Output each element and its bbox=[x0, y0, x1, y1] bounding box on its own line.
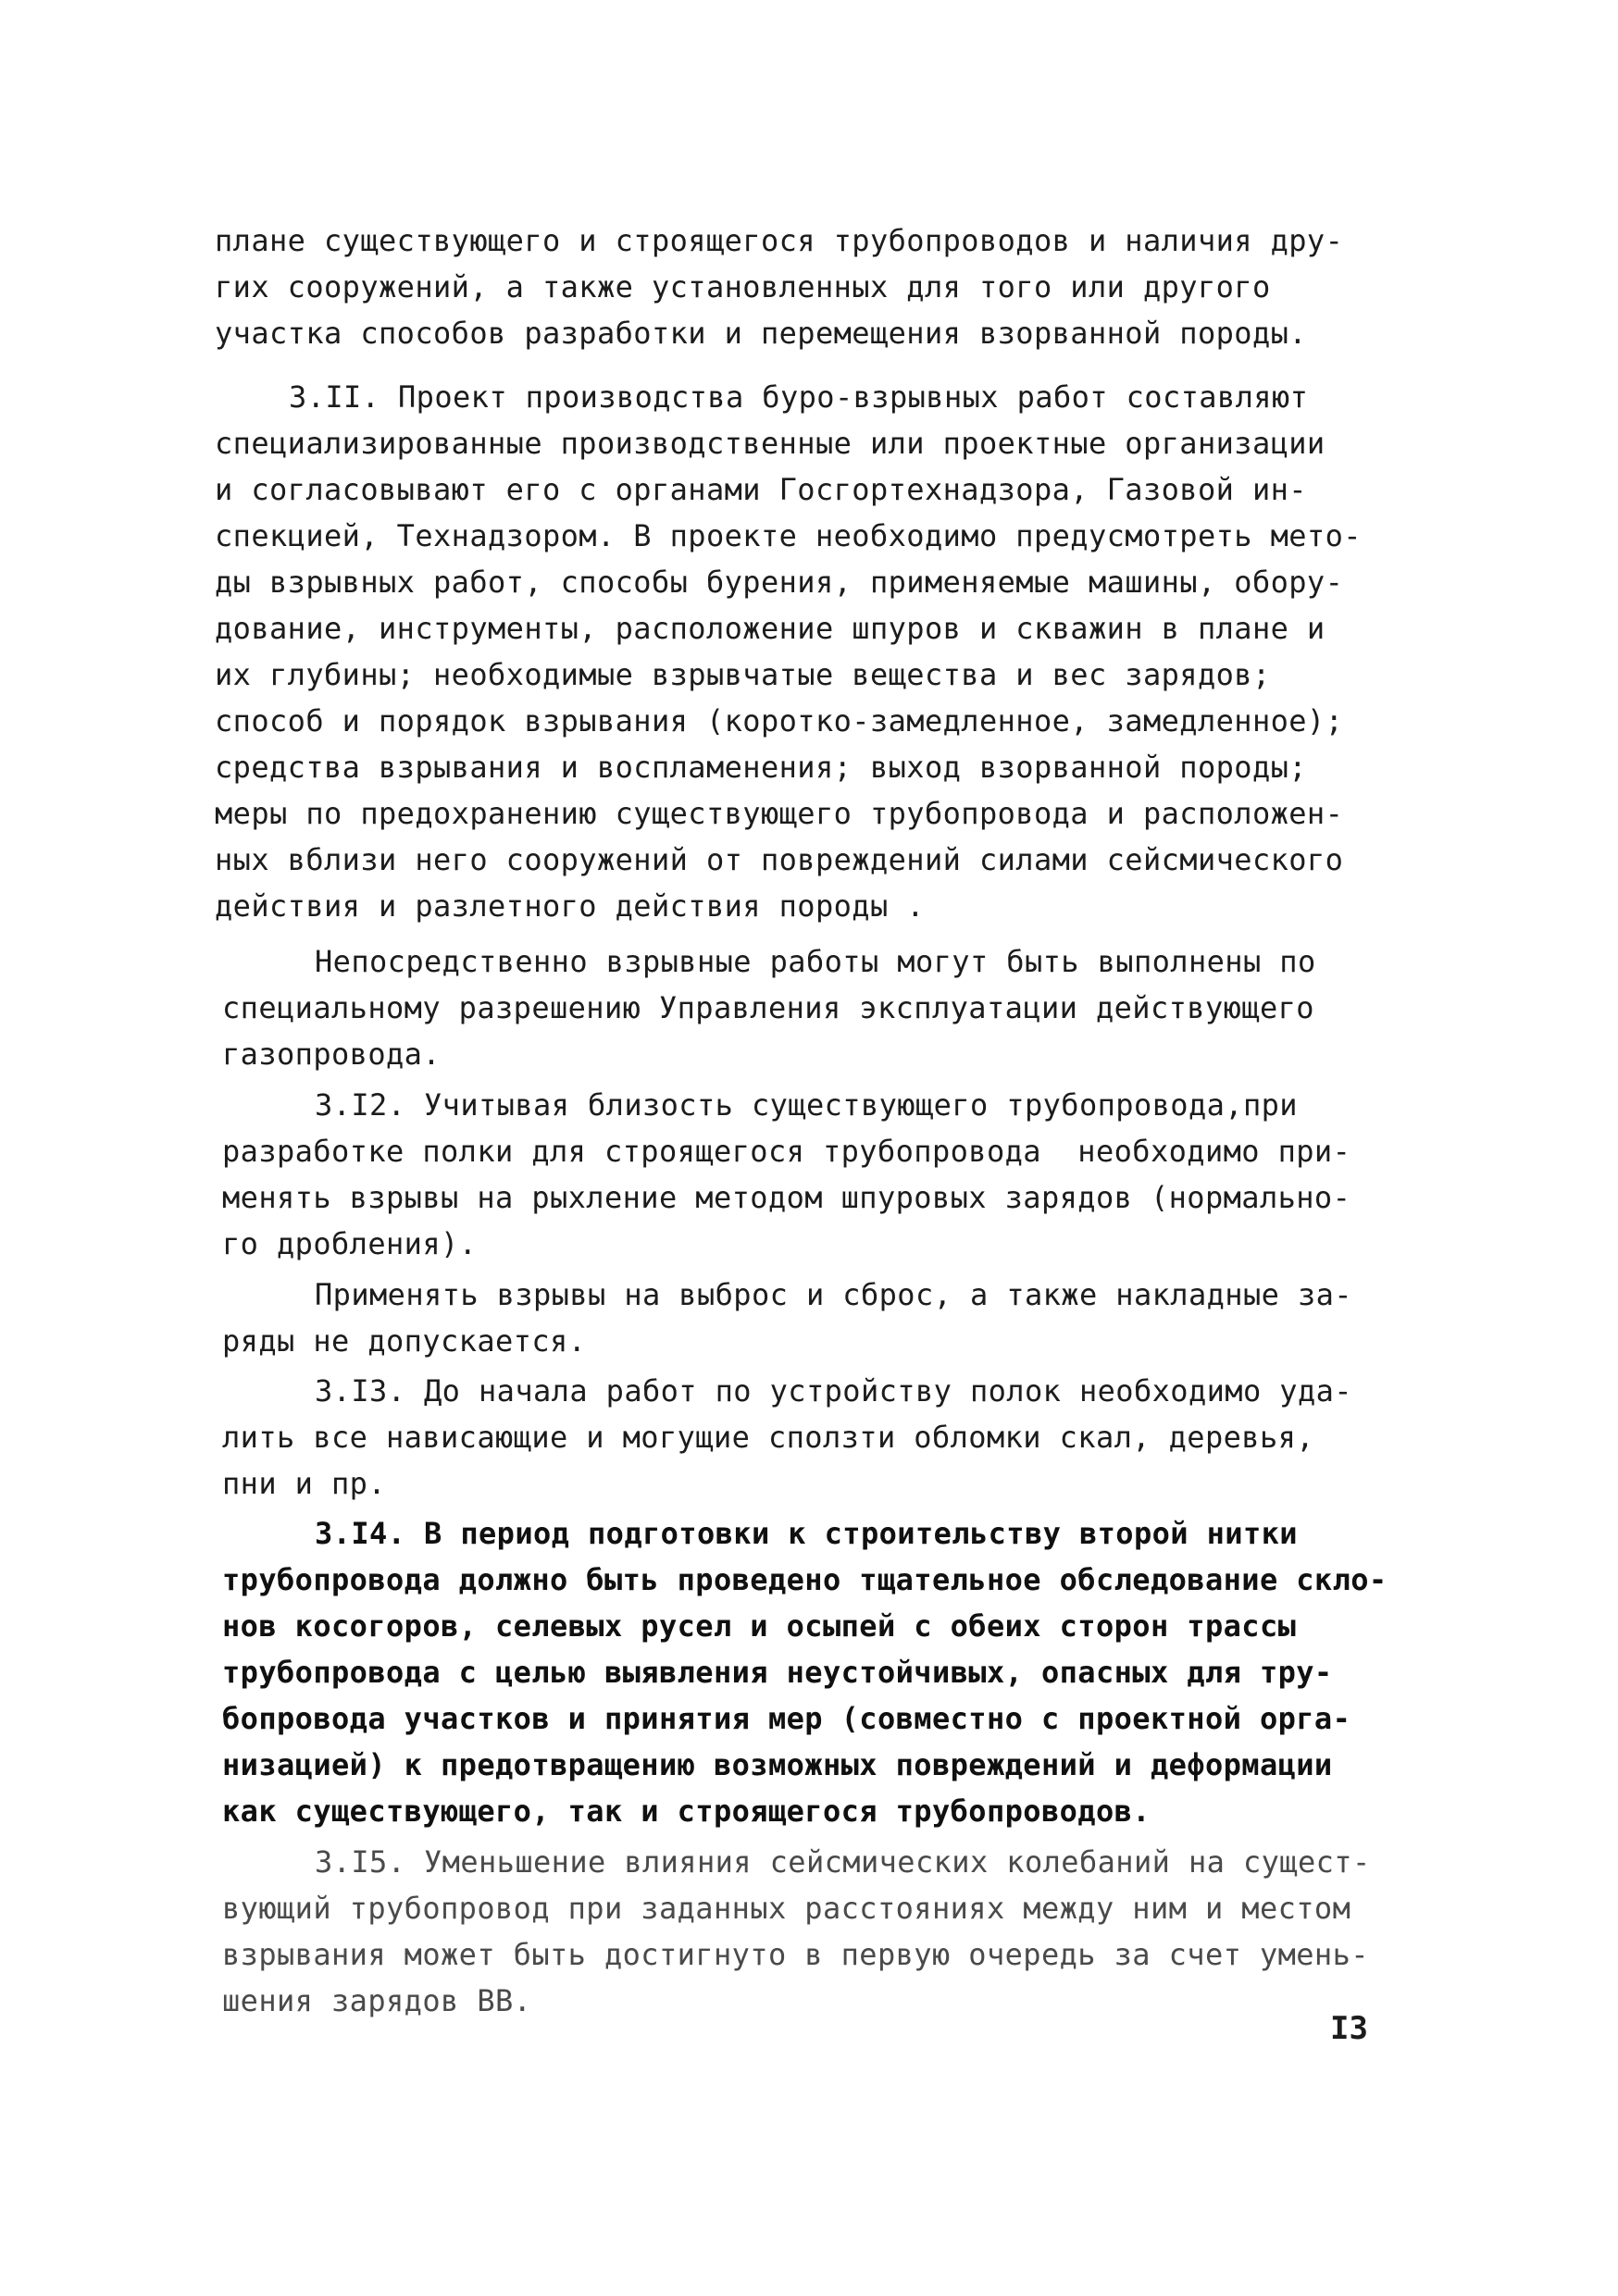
text-line: их глубины; необходимые взрывчатые вещества и вес зарядов; bbox=[215, 657, 1271, 692]
text-line: гих сооружений, а также установленных для того или другого bbox=[215, 269, 1271, 304]
text-line: ды взрывных работ, способы бурения, применяемые машины, обору- bbox=[215, 565, 1344, 600]
text-line: го дробления). bbox=[222, 1226, 478, 1261]
text-line: ряды не допускается. bbox=[222, 1323, 587, 1359]
paragraph-3-15-start: 3.I5. Уменьшение влияния сейсмических колебаний на сущест- bbox=[315, 1844, 1371, 1880]
text-line: трубопровода с целью выявления неустойчивых, опасных для тру- bbox=[222, 1655, 1333, 1690]
text-line: ных вблизи него сооружений от повреждений силами сейсмического bbox=[215, 842, 1344, 877]
paragraph-3-11-start: 3.II. Проект производства буро-взрывных работ составляют bbox=[289, 379, 1309, 415]
paragraph-3-13-start: 3.I3. До начала работ по устройству полок необходимо уда- bbox=[315, 1373, 1352, 1409]
text-line: взрывания может быть достигнуто в первую очередь за счет умень- bbox=[222, 1937, 1369, 1972]
text-line: разработке полки для строящегося трубопровода необходимо при- bbox=[222, 1134, 1351, 1169]
paragraph-3-14-start: 3.I4. В период подготовки к строительству второй нитки bbox=[315, 1516, 1298, 1551]
text-line: газопровода. bbox=[222, 1036, 441, 1072]
text-line: нов косогоров, селевых русел и осыпей с обеих сторон трассы bbox=[222, 1608, 1297, 1644]
text-line: специальному разрешению Управления эксплуатации действующего bbox=[222, 990, 1314, 1025]
text-line: участка способов разработки и перемещения взорванной породы. bbox=[215, 316, 1307, 351]
paragraph-start: Применять взрывы на выброс и сброс, а также накладные за- bbox=[315, 1277, 1352, 1312]
text-line: как существующего, так и строящегося трубопроводов. bbox=[222, 1793, 1151, 1829]
text-line: меры по предохранению существующего трубопровода и расположен- bbox=[215, 796, 1344, 831]
text-line: и согласовывают его с органами Госгортехнадзора, Газовой ин- bbox=[215, 472, 1307, 507]
text-line: шения зарядов ВВ. bbox=[222, 1983, 532, 2018]
text-line: лить все нависающие и могущие сползти обломки скал, деревья, bbox=[222, 1420, 1314, 1455]
text-line: плане существующего и строящегося трубопроводов и наличия дру- bbox=[215, 223, 1344, 258]
text-line: низацией) к предотвращению возможных повреждений и деформации bbox=[222, 1747, 1333, 1782]
text-line: бопровода участков и принятия мер (совместно с проектной орга- bbox=[222, 1701, 1351, 1736]
text-line: трубопровода должно быть проведено тщательное обследование скло- bbox=[222, 1562, 1388, 1597]
text-line: дование, инструменты, расположение шпуров и скважин в плане и bbox=[215, 611, 1326, 646]
text-line: средства взрывания и воспламенения; выход взорванной породы; bbox=[215, 750, 1307, 785]
page-number: I3 bbox=[1330, 2010, 1368, 2047]
text-line: специализированные производственные или проектные организации bbox=[215, 426, 1326, 461]
text-line: способ и порядок взрывания (коротко-замедленное, замедленное); bbox=[215, 703, 1344, 738]
text-line: менять взрывы на рыхление методом шпуровых зарядов (нормально- bbox=[222, 1180, 1351, 1215]
text-line: вующий трубопровод при заданных расстояниях между ним и местом bbox=[222, 1891, 1351, 1926]
paragraph-3-12-start: 3.I2. Учитывая близость существующего трубопровода,при bbox=[315, 1087, 1298, 1123]
paragraph-start: Непосредственно взрывные работы могут быть выполнены по bbox=[315, 944, 1316, 979]
text-line: действия и разлетного действия породы . bbox=[215, 888, 925, 924]
text-line: пни и пр. bbox=[222, 1466, 386, 1501]
text-line: спекцией, Технадзором. В проекте необходимо предусмотреть мето- bbox=[215, 518, 1362, 553]
